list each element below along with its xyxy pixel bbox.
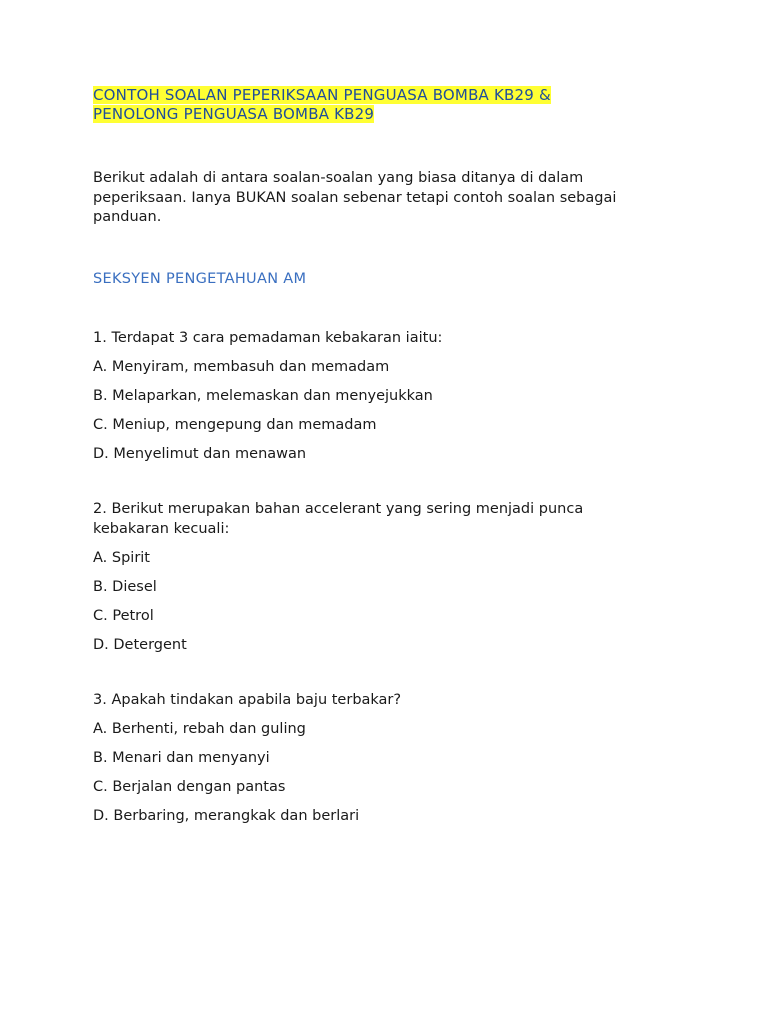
question-2-option-b: B. Diesel [93,578,157,595]
question-3-option-b: B. Menari dan menyanyi [93,750,270,766]
question-3-option-d: D. Berbaring, merangkak dan berlari [93,808,360,824]
question-1-option-d: D. Menyelimut dan menawan [93,445,307,462]
question-3-option-a: A. Berhenti, rebah dan guling [93,721,306,737]
question-3 [93,691,733,827]
question-2-option-d: D. Detergent [93,636,187,653]
question-2-option-c: C. Petrol [93,607,154,624]
document-title [93,86,733,124]
question-text: 2. Berikut merupakan bahan accelerant yang sering menjadi punca kebakaran kecuali: [93,501,584,537]
question-1-option-c: C. Meniup, mengepung dan memadam [93,416,377,433]
title-line-2: PENOLONG PENGUASA BOMBA KB29 [93,105,375,123]
question-1 [93,329,733,465]
section-heading: SEKSYEN PENGETAHUAN AM [93,270,307,287]
question-text: 1. Terdapat 3 cara pemadaman kebakaran iaitu: [93,329,443,346]
document-page [93,86,733,827]
question-1-option-b: B. Melaparkan, melemaskan dan menyejukkan [93,387,433,404]
question-text: 3. Apakah tindakan apabila baju terbakar? [93,692,402,708]
question-2 [93,500,733,655]
title-line-1: CONTOH SOALAN PEPERIKSAAN PENGUASA BOMBA KB29 & [93,86,551,104]
question-3-option-c: C. Berjalan dengan pantas [93,779,286,795]
question-1-option-a: A. Menyiram, membasuh dan memadam [93,358,390,375]
intro-paragraph: Berikut adalah di antara soalan-soalan yang biasa ditanya di dalam peperiksaan. Ianya BUKAN soalan sebenar tetapi contoh soalan sebagai panduan. [93,170,617,225]
question-2-option-a: A. Spirit [93,549,150,566]
